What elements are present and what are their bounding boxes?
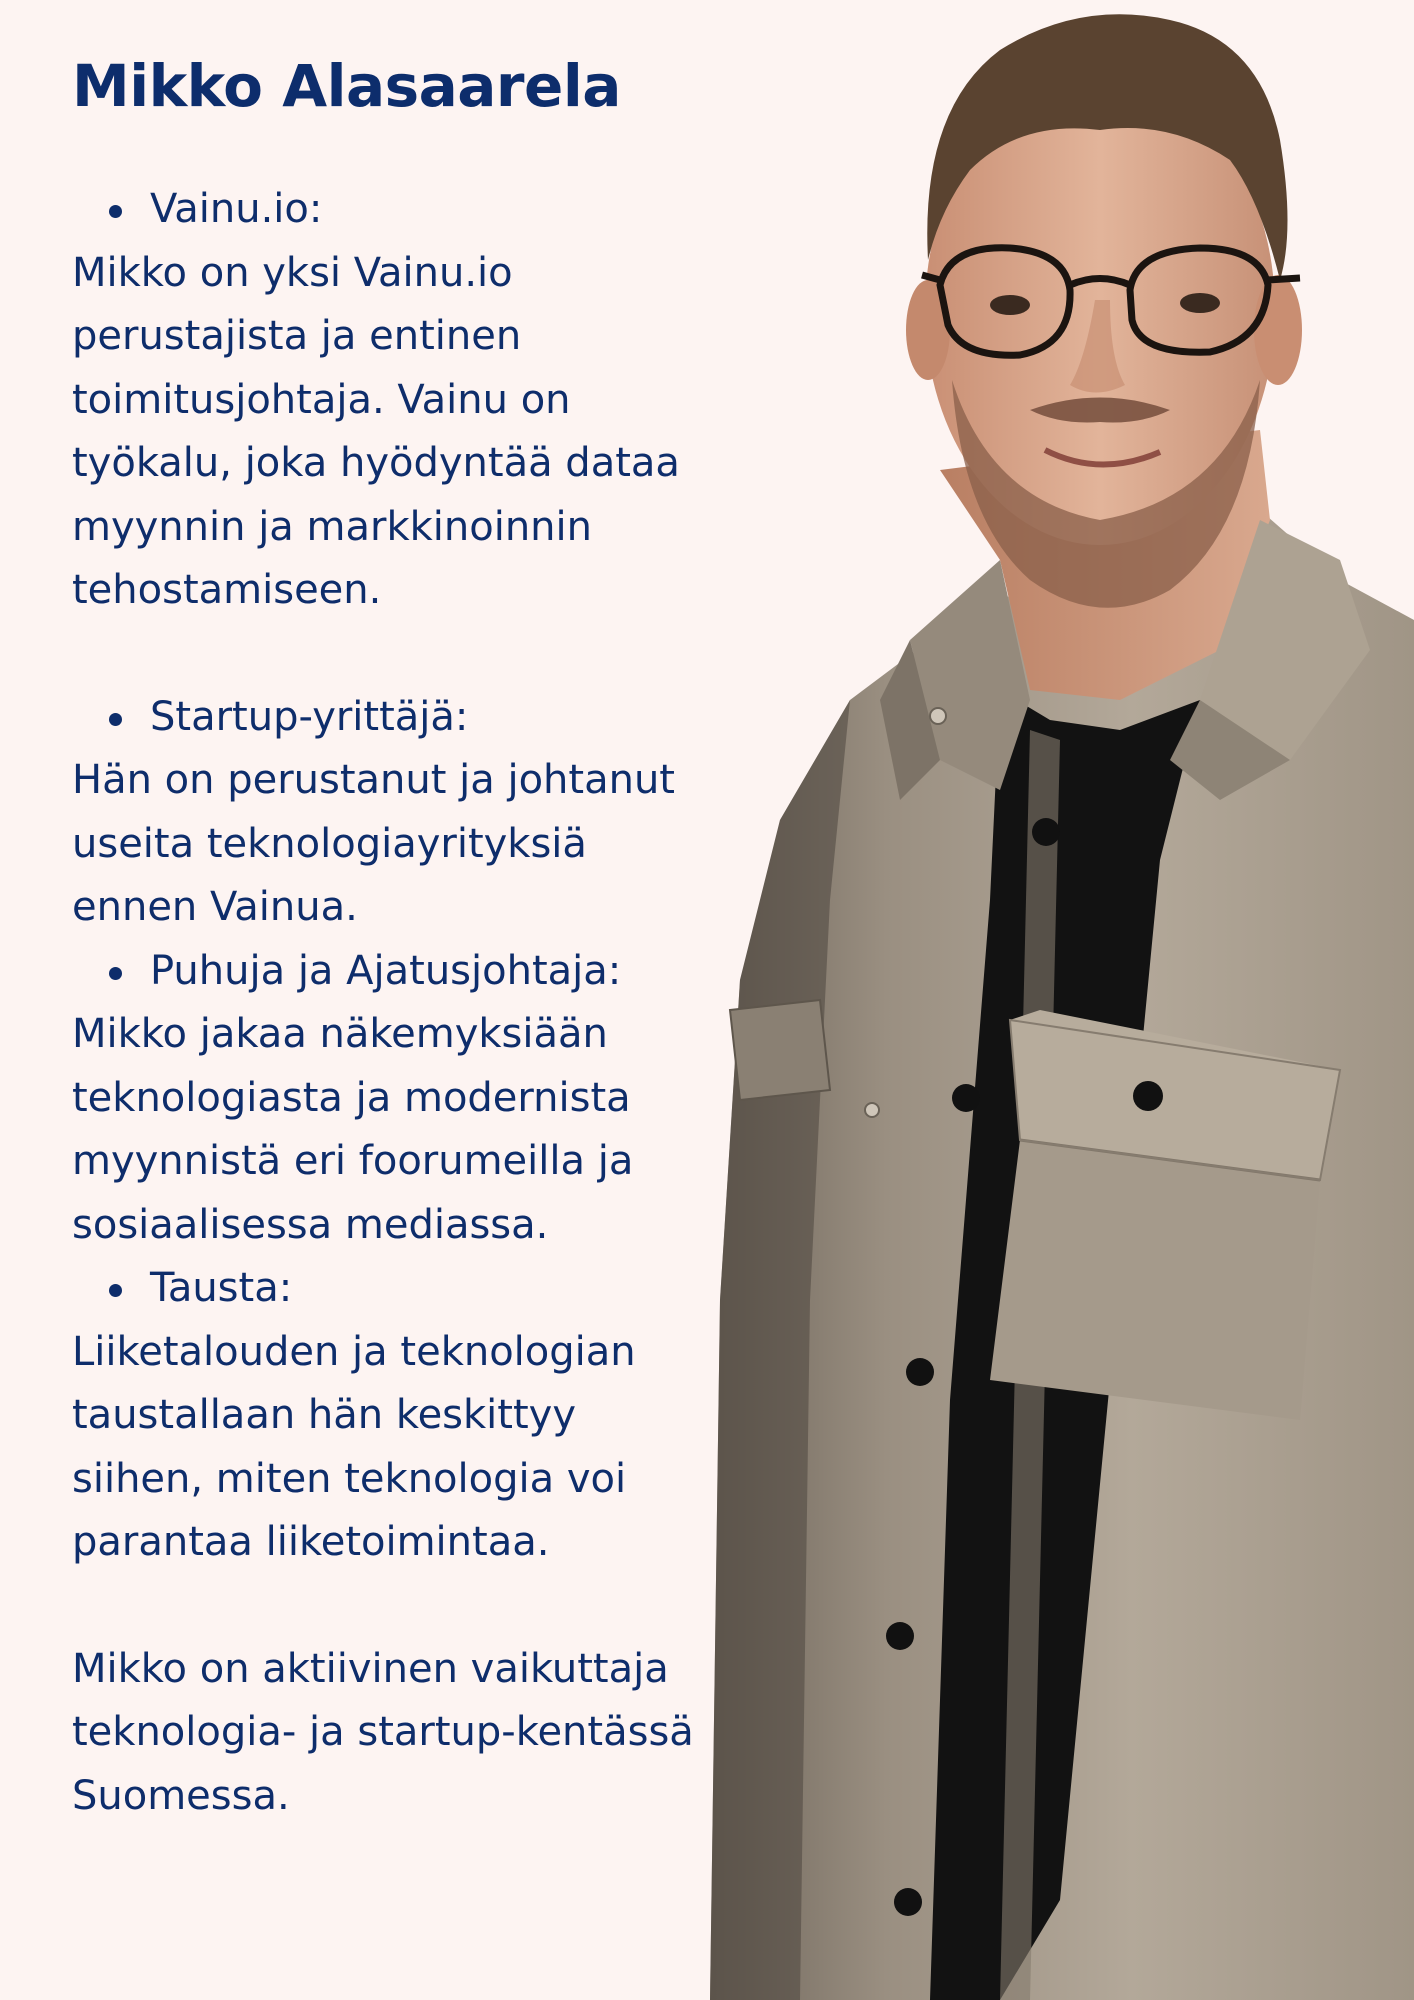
- section-speaker: [72, 940, 732, 1258]
- section-text-vainu: Mikko on yksi Vainu.io perustajista ja entinen toimitusjohtaja. Vainu on työkalu, joka hyödyntää dataa myynnin ja markkinoinnin tehostamiseen.: [72, 249, 680, 613]
- section-heading-speaker: Puhuja ja Ajatusjohtaja:: [72, 940, 732, 1004]
- section-vainu: [72, 178, 732, 623]
- spacer: [72, 623, 732, 686]
- closing-paragraph: Mikko on aktiivinen vaikuttaja teknologia- ja startup-kentässä Suomessa.: [72, 1645, 694, 1819]
- section-text-background: Liiketalouden ja teknologian taustallaan hän keskittyy siihen, miten teknologia voi parantaa liiketoimintaa.: [72, 1328, 636, 1565]
- section-text-startup: Hän on perustanut ja johtanut useita teknologiayrityksiä ennen Vainua.: [72, 757, 675, 930]
- section-heading-background: Tausta:: [72, 1257, 732, 1321]
- section-heading-vainu: Vainu.io:: [72, 178, 732, 242]
- spacer: [72, 1575, 732, 1638]
- section-heading-startup: Startup-yrittäjä:: [72, 686, 732, 750]
- portrait-illustration: [700, 0, 1414, 2000]
- section-startup: [72, 686, 732, 940]
- section-text-speaker: Mikko jakaa näkemyksiään teknologiasta ja modernista myynnistä eri foorumeilla ja sosiaalisessa mediassa.: [72, 1011, 634, 1248]
- spacer: [72, 124, 732, 178]
- portrait-photo: [700, 0, 1414, 2000]
- person-name: Mikko Alasaarela: [72, 52, 621, 120]
- section-background: [72, 1257, 732, 1575]
- bio-text-column: [72, 48, 732, 1828]
